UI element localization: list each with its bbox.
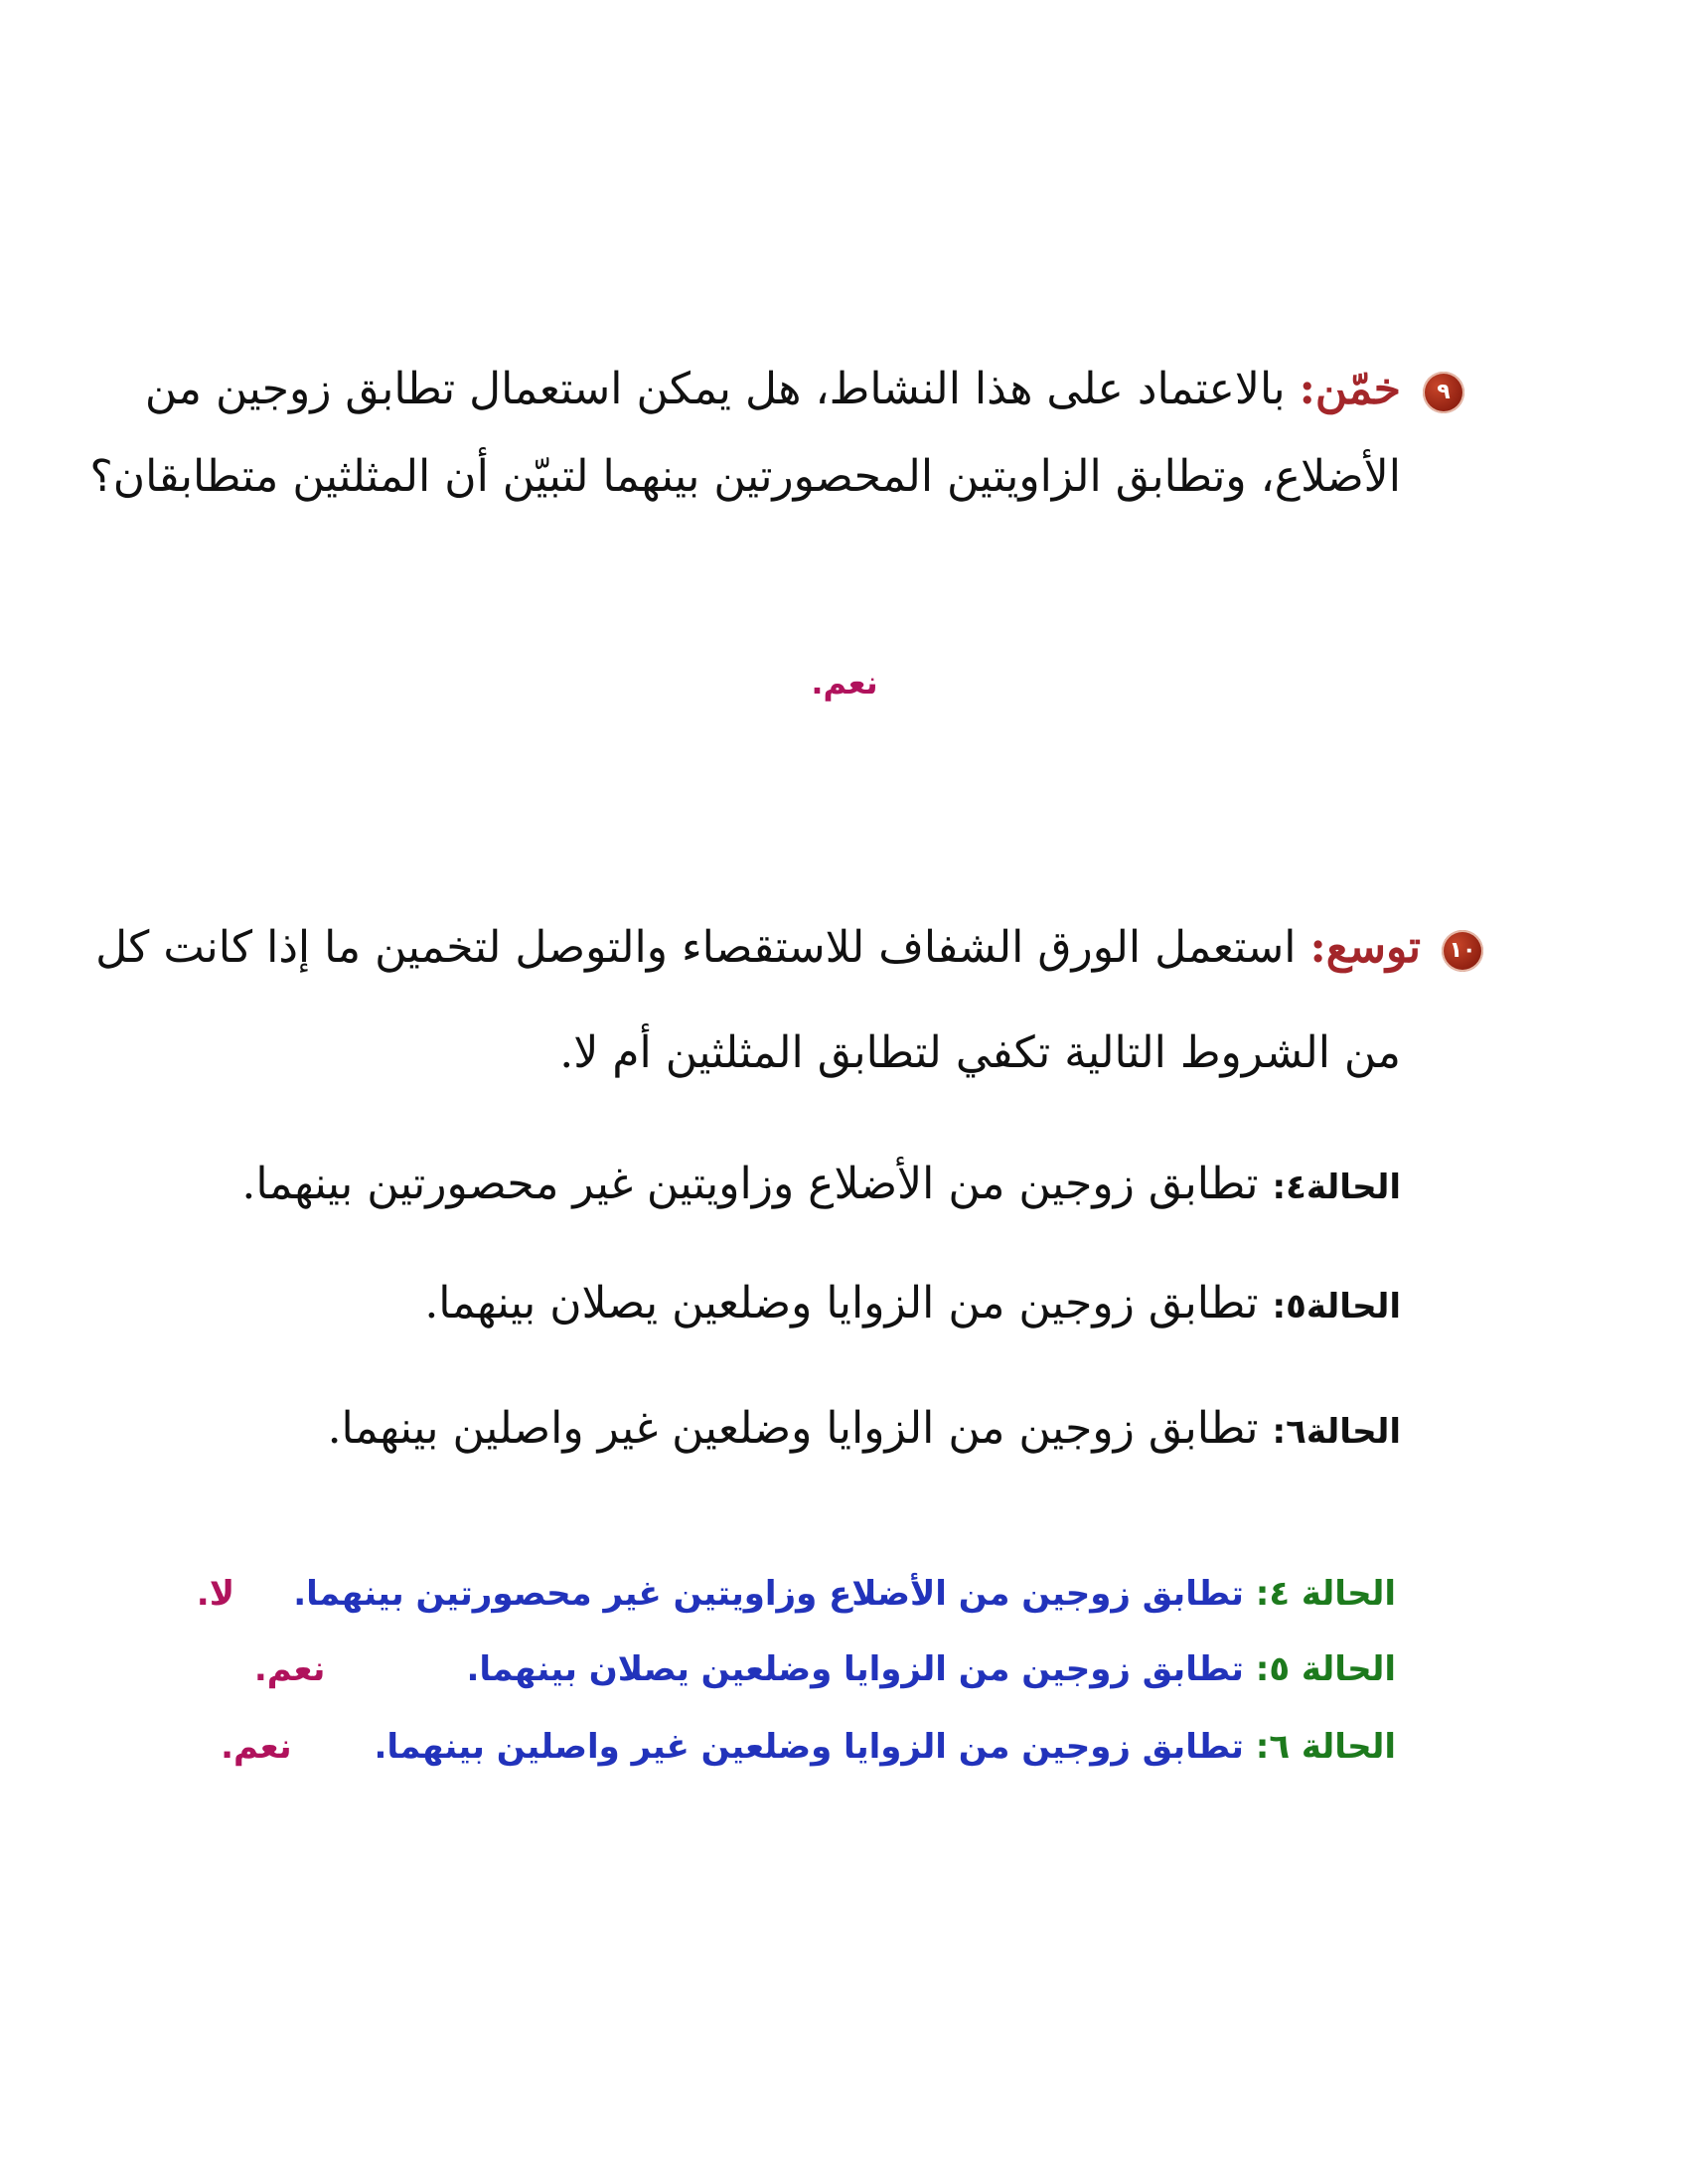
question-10-text-line-2: من الشروط التالية تكفي لتطابق المثلثين أم لا.: [559, 1027, 1401, 1078]
question-10-number-badge: ١٠: [1442, 930, 1483, 972]
question-10-text-line-1: استعمل الورق الشفاف للاستقصاء والتوصل لتخمين ما إذا كانت كل: [95, 922, 1297, 973]
case-5-label: الحالة٥:: [1272, 1287, 1401, 1326]
case-6-label: الحالة٦:: [1272, 1412, 1401, 1452]
answer-case-4-text: تطابق زوجين من الأضلاع وزاويتين غير محصورتين بينهما.: [293, 1574, 1244, 1614]
case-5-text: تطابق زوجين من الزوايا وضلعين يصلان بينهما.: [424, 1278, 1259, 1328]
case-6-text: تطابق زوجين من الزوايا وضلعين غير واصلين بينهما.: [327, 1403, 1259, 1454]
question-10-line-1: [95, 918, 1421, 978]
question-9-keyword: خمّن:: [1299, 364, 1401, 414]
case-5-row: [424, 1274, 1401, 1336]
case-6-row: [328, 1399, 1401, 1462]
question-9-line-2: [89, 447, 1401, 507]
answer-case-5-verdict: نعم.: [253, 1649, 326, 1689]
case-4-label: الحالة٤:: [1272, 1168, 1401, 1207]
case-4-text: تطابق زوجين من الأضلاع وزاويتين غير محصورتين بينهما.: [241, 1159, 1259, 1209]
answer-case-5: [254, 1645, 1396, 1693]
answer-case-6: [221, 1723, 1396, 1771]
answer-case-6-text: تطابق زوجين من الزوايا وضلعين غير واصلين بينهما.: [374, 1727, 1244, 1767]
question-9-answer: نعم.: [811, 664, 878, 702]
question-9-line-1: [145, 360, 1401, 419]
answer-case-4-verdict: لا.: [196, 1574, 235, 1614]
answer-case-4: [197, 1570, 1396, 1618]
answer-case-6-verdict: نعم.: [221, 1727, 292, 1767]
question-9-number-badge: ٩: [1423, 372, 1464, 413]
answer-case-4-label: الحالة ٤:: [1255, 1574, 1396, 1614]
answer-case-6-label: الحالة ٦:: [1255, 1727, 1396, 1767]
question-9-text-line-2: الأضلاع، وتطابق الزاويتين المحصورتين بينهما لتبيّن أن المثلثين متطابقان؟: [89, 451, 1401, 502]
question-10-line-2: [559, 1023, 1401, 1083]
question-9-text-line-1: بالاعتماد على هذا النشاط، هل يمكن استعمال تطابق زوجين من: [144, 364, 1286, 414]
question-10-keyword: توسع:: [1309, 922, 1421, 973]
case-4-row: [241, 1155, 1401, 1217]
answer-case-5-text: تطابق زوجين من الزوايا وضلعين يصلان بينهما.: [466, 1649, 1244, 1689]
answer-case-5-label: الحالة ٥:: [1255, 1649, 1396, 1689]
